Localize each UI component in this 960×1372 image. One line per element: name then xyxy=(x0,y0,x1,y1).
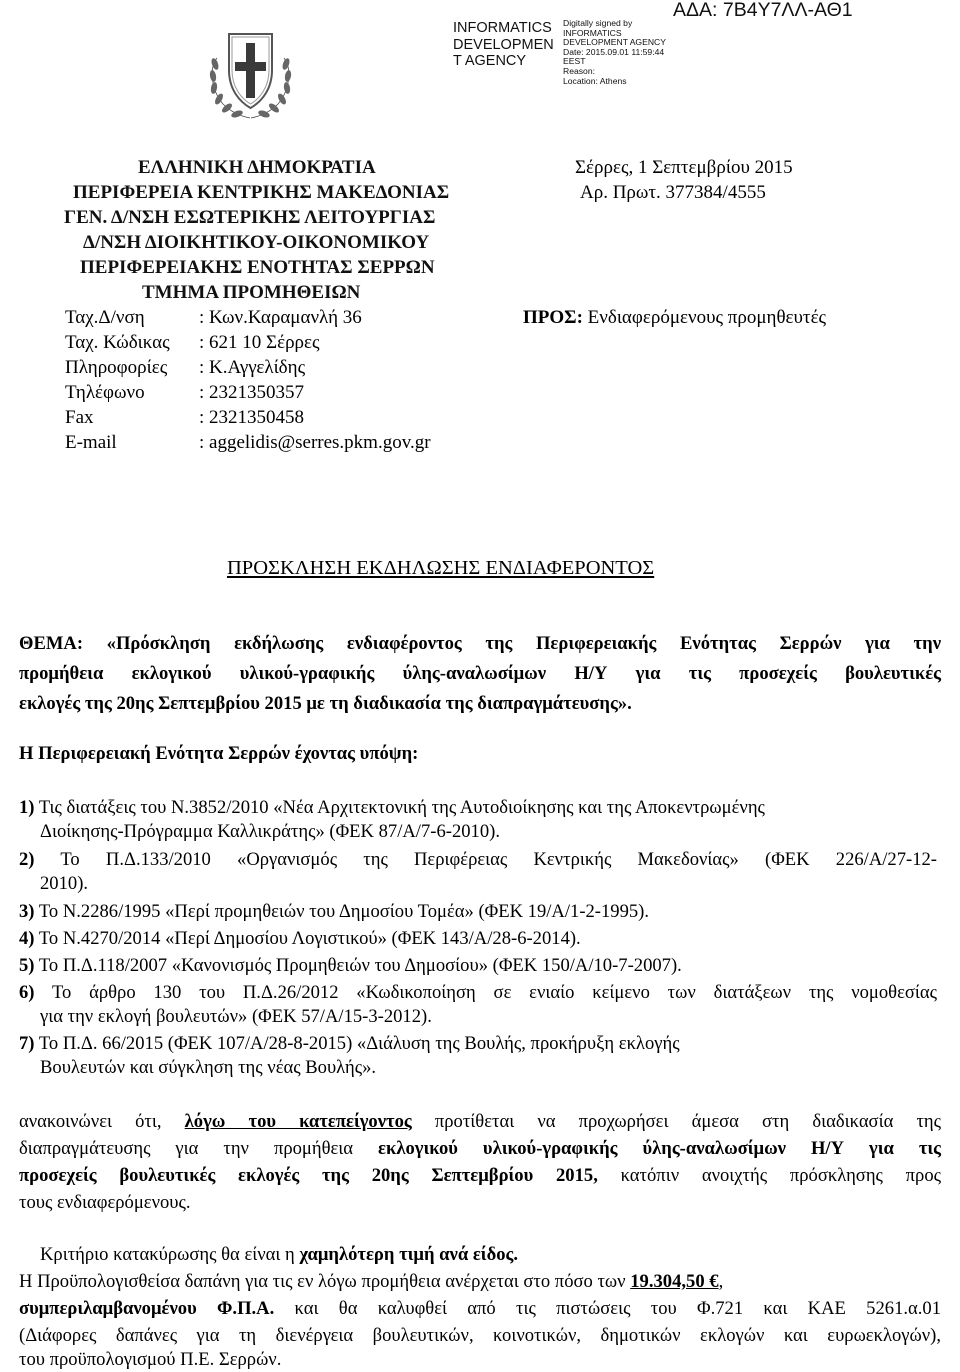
signature-detail-line: Digitally signed by xyxy=(563,18,633,28)
budget-line: (Διάφορες δαπάνες για τη διενέργεια βουλευτικών, κοινοτικών, δημοτικών εκλογών και ευρωεκλογών), xyxy=(19,1325,941,1346)
signature-detail-line: EEST xyxy=(563,56,586,67)
header-line: ΕΛΛΗΝΙΚΗ ΔΗΜΟΚΡΑΤΙΑ xyxy=(138,157,376,178)
signature-detail-line: Location: Athens xyxy=(563,75,627,86)
subject-line: προμήθεια εκλογικού υλικού-γραφικής ύλης-αναλωσίμων Η/Υ για τις προσεχείς βουλευτικές xyxy=(19,663,941,684)
signature-detail-line: DEVELOPMENT AGENCY xyxy=(563,37,666,48)
header-line: ΤΜΗΜΑ ΠΡΟΜΗΘΕΙΩΝ xyxy=(142,282,361,303)
document-title: ΠΡΟΣΚΛΗΣΗ ΕΚΔΗΛΩΣΗΣ ΕΝΔΙΑΦΕΡΟΝΤΟΣ xyxy=(227,557,655,579)
protocol-number: Αρ. Πρωτ. 377384/4555 xyxy=(580,182,766,203)
contact-value: : 2321350357 xyxy=(199,382,305,403)
contact-label: Ταχ.Δ/νση xyxy=(65,307,145,328)
subject-line: εκλογές της 20ης Σεπτεμβρίου 2015 με τη διαδικασία της διαπραγμάτευσης». xyxy=(19,693,632,714)
contact-label: Ταχ. Κώδικας xyxy=(65,332,170,353)
ada-code: ΑΔΑ: 7Β4Υ7ΛΛ-ΑΘ1 xyxy=(673,0,853,21)
list-item: 5) Το Π.Δ.118/2007 «Κανονισμός Προμηθειών του Δημοσίου» (ΦΕΚ 150/Α/10-7-2007). xyxy=(19,955,682,976)
contact-value: : 2321350458 xyxy=(199,407,305,428)
contact-label: E-mail xyxy=(65,432,117,453)
list-item: 2) Το Π.Δ.133/2010 «Οργανισμός της Περιφέρειας Κεντρικής Μακεδονίας» (ΦΕΚ 226/Α/27-12- xyxy=(19,849,937,870)
header-line: ΠΕΡΙΦΕΡΕΙΑΚΗΣ ΕΝΟΤΗΤΑΣ ΣΕΡΡΩΝ xyxy=(80,257,435,278)
budget-line: Η Προϋπολογισθείσα δαπάνη για τις εν λόγω προμήθεια ανέρχεται στο πόσο των 19.304,50 €, xyxy=(19,1271,724,1292)
list-item-cont: Διοίκησης-Πρόγραμμα Καλλικράτης» (ΦΕΚ 87/Α/7-6-2010). xyxy=(40,821,500,842)
signature-detail-line: Reason: xyxy=(563,65,596,76)
recipient: ΠΡΟΣ: Ενδιαφερόμενους προμηθευτές xyxy=(523,307,827,328)
subject-line: ΘΕΜΑ: «Πρόσκληση εκδήλωσης ενδιαφέροντος της Περιφερειακής Ενότητας Σερρών για την xyxy=(19,633,941,654)
contact-value: : Κων.Καραμανλή 36 xyxy=(199,307,362,328)
signature-org-line: DEVELOPMEN xyxy=(453,36,554,53)
signature-org-line: INFORMATICS xyxy=(453,20,552,36)
budget-line: του προϋπολογισμού Π.Ε. Σερρών. xyxy=(19,1349,282,1370)
contact-label: Fax xyxy=(65,407,94,428)
email-link[interactable]: : aggelidis@serres.pkm.gov.gr xyxy=(199,432,431,453)
signature-organization xyxy=(453,20,554,70)
header-line: ΓΕΝ. Δ/ΝΣΗ ΕΣΩΤΕΡΙΚΗΣ ΛΕΙΤΟΥΡΓΙΑΣ xyxy=(64,207,436,228)
considering-heading: Η Περιφερειακή Ενότητα Σερρών έχοντας υπόψη: xyxy=(19,743,419,764)
contact-label: Τηλέφωνο xyxy=(65,382,145,403)
announce-line: διαπραγμάτευσης για την προμήθεια εκλογικού υλικού-γραφικής ύλης-αναλωσίμων Η/Υ για τις xyxy=(19,1138,941,1159)
signature-details xyxy=(563,19,666,86)
header-line: ΠΕΡΙΦΕΡΕΙΑ ΚΕΝΤΡΙΚΗΣ ΜΑΚΕΔΟΝΙΑΣ xyxy=(73,182,450,203)
document-date: Σέρρες, 1 Σεπτεμβρίου 2015 xyxy=(575,157,793,178)
announce-line: τους ενδιαφερόμενους. xyxy=(19,1192,191,1213)
contact-value: : Κ.Αγγελίδης xyxy=(199,357,306,378)
list-item: 6) Το άρθρο 130 του Π.Δ.26/2012 «Κωδικοποίηση σε ενιαίο κείμενο των διατάξεων της νομοθεσίας xyxy=(19,982,938,1003)
award-criterion: Κριτήριο κατακύρωσης θα είναι η χαμηλότερη τιμή ανά είδος. xyxy=(40,1244,519,1265)
announce-line: προσεχείς βουλευτικές εκλογές της 20ης Σεπτεμβρίου 2015, κατόπιν ανοιχτής πρόσκλησης προς xyxy=(19,1165,941,1186)
contact-label: Πληροφορίες xyxy=(65,357,168,378)
header-line: Δ/ΝΣΗ ΔΙΟΙΚΗΤΙΚΟΥ-ΟΙΚΟΝΟΜΙΚΟΥ xyxy=(83,232,430,253)
list-item-cont: 2010). xyxy=(40,873,89,894)
list-item-cont: για την εκλογή βουλευτών» (ΦΕΚ 57/Α/15-3-2012). xyxy=(40,1006,432,1027)
list-item-cont: Βουλευτών και σύγκληση της νέας Βουλής». xyxy=(40,1057,377,1078)
contact-value: : 621 10 Σέρρες xyxy=(199,332,320,353)
budget-line: συμπεριλαμβανομένου Φ.Π.Α. και θα καλυφθεί από τις πιστώσεις του Φ.721 και ΚΑΕ 5261.α.01 xyxy=(19,1298,941,1319)
list-item: 1) Τις διατάξεις του Ν.3852/2010 «Νέα Αρχιτεκτονική της Αυτοδιοίκησης και της Αποκεντρωμένης xyxy=(19,797,765,818)
list-item: 3) Το Ν.2286/1995 «Περί προμηθειών του Δημοσίου Τομέα» (ΦΕΚ 19/Α/1-2-1995). xyxy=(19,901,650,922)
signature-org-line: T AGENCY xyxy=(453,53,527,69)
signature-detail-line: INFORMATICS xyxy=(563,27,622,38)
hellenic-republic-emblem-icon xyxy=(207,18,294,119)
list-item: 4) Το Ν.4270/2014 «Περί Δημοσίου Λογιστικού» (ΦΕΚ 143/Α/28-6-2014). xyxy=(19,928,581,949)
signature-detail-line: Date: 2015.09.01 11:59:44 xyxy=(563,46,665,57)
announce-line: ανακοινώνει ότι, λόγω του κατεπείγοντος προτίθεται να προχωρήσει άμεσα στη διαδικασία της xyxy=(19,1111,941,1132)
list-item: 7) Το Π.Δ. 66/2015 (ΦΕΚ 107/Α/28-8-2015) «Διάλυση της Βουλής, προκήρυξη εκλογής xyxy=(19,1033,680,1054)
